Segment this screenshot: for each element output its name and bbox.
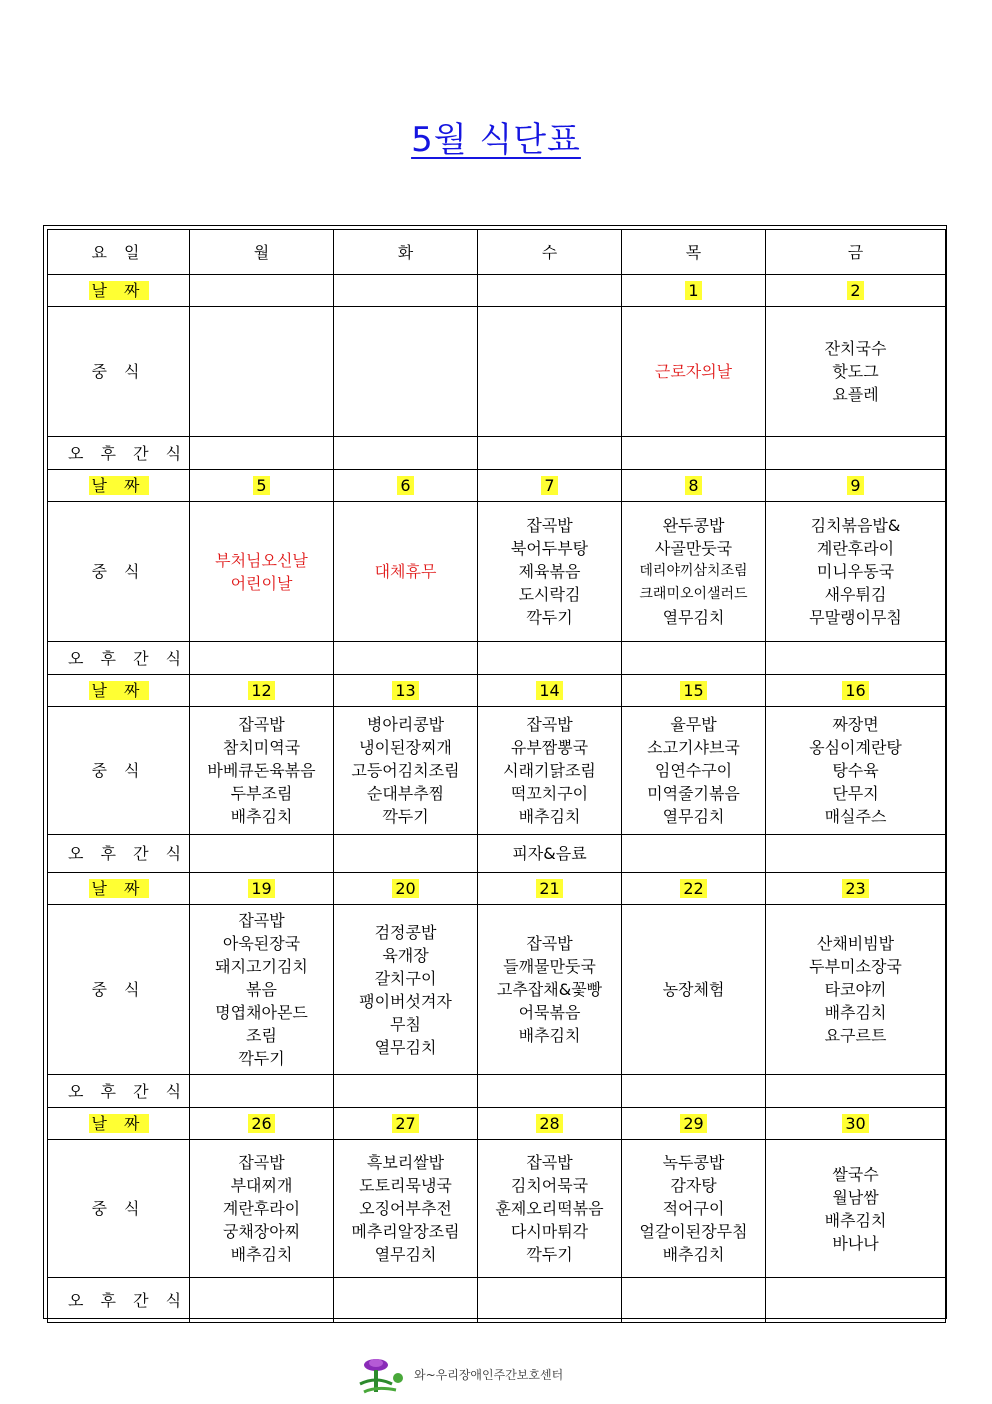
menu-item: 배추김치 xyxy=(824,1210,887,1230)
menu-item: 크래미오이샐러드 xyxy=(639,586,748,602)
lunch-cell-mon xyxy=(190,502,334,642)
day-header-thu: 목 xyxy=(622,230,766,275)
date-number: 5 xyxy=(253,476,269,495)
menu-item: 떡꼬치구이 xyxy=(510,784,589,803)
snack-cell-tue xyxy=(334,642,478,675)
menu-item: 열무김치 xyxy=(374,1037,437,1057)
snack-cell-wed xyxy=(478,1075,622,1108)
menu-item: 임연수구이 xyxy=(654,761,733,780)
date-number: 20 xyxy=(392,879,418,898)
menu-item: 산채비빔밥 xyxy=(816,934,895,953)
lunch-cell-tue xyxy=(334,502,478,642)
snack-row xyxy=(48,835,946,873)
snack-cell-wed xyxy=(478,437,622,470)
lunch-label: 중 식 xyxy=(48,307,190,437)
lunch-label: 중 식 xyxy=(48,707,190,835)
menu-item: 옹심이계란탕 xyxy=(809,738,902,757)
lunch-cell-thu xyxy=(622,707,766,835)
date-cell-fri xyxy=(766,1108,946,1140)
date-number: 21 xyxy=(536,879,562,898)
menu-item: 돼지고기김치 xyxy=(215,957,308,976)
lunch-cell-mon xyxy=(190,1140,334,1278)
menu-item: 잡곡밥 xyxy=(238,911,285,930)
date-cell-wed xyxy=(478,675,622,707)
snack-cell-thu xyxy=(622,642,766,675)
menu-item: 요플레 xyxy=(832,385,879,404)
snack-cell-thu xyxy=(622,835,766,873)
menu-item: 고등어김치조림 xyxy=(351,761,460,780)
snack-cell-mon xyxy=(190,835,334,873)
lunch-cell-fri xyxy=(766,905,946,1075)
menu-item: 김치어묵국 xyxy=(510,1176,589,1195)
snack-cell-fri xyxy=(766,1075,946,1108)
menu-item: 잡곡밥 xyxy=(526,715,573,734)
menu-item: 계란후라이 xyxy=(816,539,895,558)
menu-item: 깍두기 xyxy=(526,608,573,627)
menu-item: 바베큐돈육볶음 xyxy=(207,761,316,780)
menu-item: 배추김치 xyxy=(824,1003,887,1022)
date-cell-mon xyxy=(190,1108,334,1140)
menu-item: 부대찌개 xyxy=(230,1176,293,1195)
menu-item: 무침 xyxy=(390,1014,421,1034)
menu-item: 어린이날 xyxy=(230,573,293,593)
date-number: 27 xyxy=(392,1114,418,1133)
date-number: 23 xyxy=(842,879,868,898)
menu-item: 적어구이 xyxy=(662,1199,725,1218)
menu-table xyxy=(47,229,946,1323)
menu-item: 핫도그 xyxy=(832,362,879,381)
menu-item: 근로자의날 xyxy=(654,362,733,381)
day-header-mon: 월 xyxy=(190,230,334,275)
menu-item: 타코야끼 xyxy=(824,980,887,999)
menu-item: 매실주스 xyxy=(824,807,887,826)
menu-item: 잡곡밥 xyxy=(526,516,573,535)
menu-item: 명엽채아몬드 xyxy=(215,1003,308,1022)
menu-item: 사골만둣국 xyxy=(654,539,733,558)
date-label: 날 짜 xyxy=(89,681,149,700)
menu-item: 조림 xyxy=(246,1026,277,1045)
menu-item: 잔치국수 xyxy=(824,339,887,358)
snack-cell-mon xyxy=(190,1075,334,1108)
date-cell-mon xyxy=(190,675,334,707)
lunch-cell-thu xyxy=(622,502,766,642)
lunch-cell-thu xyxy=(622,307,766,437)
menu-item: 녹두콩밥 xyxy=(662,1153,725,1172)
menu-item: 북어두부탕 xyxy=(510,539,589,558)
lunch-cell-wed xyxy=(478,707,622,835)
menu-item: 쌀국수 xyxy=(832,1164,879,1184)
date-cell-thu xyxy=(622,675,766,707)
date-label: 날 짜 xyxy=(89,879,149,898)
snack-row xyxy=(48,1278,946,1323)
date-cell-thu xyxy=(622,470,766,502)
date-number: 6 xyxy=(397,476,413,495)
menu-item: 대체휴무 xyxy=(374,562,437,581)
menu-item: 도시락김 xyxy=(518,585,581,604)
menu-item: 깍두기 xyxy=(526,1245,573,1264)
menu-item: 깍두기 xyxy=(382,807,429,826)
date-number: 8 xyxy=(685,476,701,495)
lunch-label: 중 식 xyxy=(48,502,190,642)
lunch-cell-mon xyxy=(190,707,334,835)
snack-label: 오 후 간 식 xyxy=(48,642,190,675)
menu-item: 두부미소장국 xyxy=(809,957,902,976)
menu-item: 잡곡밥 xyxy=(238,715,285,734)
menu-item: 배추김치 xyxy=(518,807,581,826)
menu-item: 배추김치 xyxy=(230,1245,293,1264)
date-cell-tue xyxy=(334,1108,478,1140)
menu-item: 열무김치 xyxy=(662,807,725,826)
date-number: 9 xyxy=(847,476,863,495)
snack-label: 오 후 간 식 xyxy=(48,835,190,873)
menu-item: 두부조림 xyxy=(230,784,293,803)
menu-item: 감자탕 xyxy=(670,1176,717,1195)
menu-item: 도토리묵냉국 xyxy=(359,1176,452,1195)
snack-cell-fri xyxy=(766,835,946,873)
date-number: 14 xyxy=(536,681,562,700)
lunch-cell-wed xyxy=(478,1140,622,1278)
snack-cell-mon xyxy=(190,437,334,470)
day-header-fri: 금 xyxy=(766,230,946,275)
lunch-label: 중 식 xyxy=(48,905,190,1075)
date-number: 12 xyxy=(248,681,274,700)
snack-row xyxy=(48,642,946,675)
snack-cell-wed xyxy=(478,642,622,675)
lunch-label: 중 식 xyxy=(48,1140,190,1278)
date-row xyxy=(48,470,946,502)
menu-item: 배추김치 xyxy=(230,807,293,826)
menu-item: 율무밥 xyxy=(670,715,717,734)
menu-item: 볶음 xyxy=(246,980,277,999)
snack-label: 오 후 간 식 xyxy=(48,437,190,470)
date-cell-mon xyxy=(190,470,334,502)
menu-item: 참치미역국 xyxy=(222,738,301,757)
menu-item: 육개장 xyxy=(382,945,429,965)
footer xyxy=(356,1356,656,1400)
menu-item: 시래기닭조림 xyxy=(503,761,596,780)
menu-item: 김치볶음밥& xyxy=(810,516,901,535)
date-cell-thu xyxy=(622,873,766,905)
date-cell-tue xyxy=(334,675,478,707)
menu-item: 메추리알장조림 xyxy=(351,1222,460,1241)
menu-item: 단무지 xyxy=(832,784,879,803)
menu-item: 잡곡밥 xyxy=(238,1153,285,1172)
snack-cell-tue xyxy=(334,1075,478,1108)
menu-item: 데리야끼삼치조림 xyxy=(639,563,748,579)
lunch-row xyxy=(48,905,946,1075)
lunch-cell-thu xyxy=(622,1140,766,1278)
date-number: 29 xyxy=(680,1114,706,1133)
date-cell-wed xyxy=(478,873,622,905)
date-number: 7 xyxy=(541,476,557,495)
date-number: 1 xyxy=(685,281,701,300)
date-cell-mon xyxy=(190,873,334,905)
date-label: 날 짜 xyxy=(89,281,149,300)
menu-item: 미니우동국 xyxy=(816,562,895,581)
date-cell-mon xyxy=(190,275,334,307)
lunch-cell-wed xyxy=(478,905,622,1075)
menu-item: 훈제오리떡볶음 xyxy=(495,1199,604,1218)
menu-item: 깍두기 xyxy=(238,1049,285,1068)
date-number: 30 xyxy=(842,1114,868,1133)
menu-item: 농장체험 xyxy=(662,980,725,999)
menu-item: 요구르트 xyxy=(824,1026,887,1045)
snack-label: 오 후 간 식 xyxy=(48,1075,190,1108)
menu-item: 열무김치 xyxy=(374,1245,437,1264)
snack-cell-mon xyxy=(190,1278,334,1323)
organization-name: 와~우리장애인주간보호센터 xyxy=(414,1368,564,1382)
date-cell-thu xyxy=(622,275,766,307)
date-cell-thu xyxy=(622,1108,766,1140)
lunch-cell-fri xyxy=(766,707,946,835)
snack-cell-fri xyxy=(766,1278,946,1323)
date-row xyxy=(48,675,946,707)
lunch-cell-wed xyxy=(478,307,622,437)
menu-item: 배추김치 xyxy=(662,1245,725,1264)
date-label: 날 짜 xyxy=(89,476,149,495)
flower-person-logo-icon xyxy=(356,1356,412,1400)
date-row xyxy=(48,275,946,307)
date-label-cell xyxy=(48,275,190,307)
lunch-row xyxy=(48,502,946,642)
date-number: 16 xyxy=(842,681,868,700)
snack-cell-tue xyxy=(334,1278,478,1323)
snack-cell-thu xyxy=(622,1075,766,1108)
snack-row xyxy=(48,437,946,470)
day-header-tue: 화 xyxy=(334,230,478,275)
menu-item: 다시마튀각 xyxy=(510,1222,589,1241)
lunch-cell-tue xyxy=(334,707,478,835)
header-row xyxy=(48,230,946,275)
day-header-wed: 수 xyxy=(478,230,622,275)
date-label: 날 짜 xyxy=(89,1114,149,1133)
menu-item: 흑보리쌀밥 xyxy=(366,1153,445,1172)
date-cell-fri xyxy=(766,675,946,707)
menu-item: 새우튀김 xyxy=(824,585,887,604)
menu-item: 열무김치 xyxy=(662,608,725,627)
day-col-header: 요 일 xyxy=(48,230,190,275)
menu-item: 아욱된장국 xyxy=(222,934,301,953)
menu-item: 미역줄기볶음 xyxy=(647,784,740,803)
lunch-cell-wed xyxy=(478,502,622,642)
date-number: 19 xyxy=(248,879,274,898)
lunch-cell-mon xyxy=(190,905,334,1075)
menu-item: 순대부추찜 xyxy=(366,784,445,803)
lunch-cell-fri xyxy=(766,307,946,437)
menu-item: 유부짬뽕국 xyxy=(510,738,589,757)
menu-item: 완두콩밥 xyxy=(662,516,725,535)
lunch-row xyxy=(48,1140,946,1278)
menu-item: 부처님오신날 xyxy=(215,550,308,570)
lunch-cell-fri xyxy=(766,502,946,642)
page-title: 5월 식단표 xyxy=(411,120,581,160)
menu-item: 소고기샤브국 xyxy=(647,738,740,757)
menu-item: 들깨물만둣국 xyxy=(503,957,596,976)
snack-cell-mon xyxy=(190,642,334,675)
snack-cell-thu xyxy=(622,1278,766,1323)
date-cell-wed xyxy=(478,470,622,502)
menu-item: 배추김치 xyxy=(518,1026,581,1045)
snack-row xyxy=(48,1075,946,1108)
menu-item: 고추잡채&꽃빵 xyxy=(496,980,603,999)
date-label-cell xyxy=(48,873,190,905)
menu-item: 바나나 xyxy=(832,1233,879,1253)
snack-label: 오 후 간 식 xyxy=(48,1278,190,1323)
snack-cell-tue xyxy=(334,437,478,470)
date-label-cell xyxy=(48,675,190,707)
menu-item: 제육볶음 xyxy=(518,562,581,581)
lunch-cell-tue xyxy=(334,905,478,1075)
date-cell-wed xyxy=(478,275,622,307)
date-number: 15 xyxy=(680,681,706,700)
lunch-row xyxy=(48,707,946,835)
menu-item: 월남쌈 xyxy=(832,1187,879,1207)
lunch-cell-mon xyxy=(190,307,334,437)
date-number: 13 xyxy=(392,681,418,700)
date-cell-tue xyxy=(334,470,478,502)
menu-item: 짜장면 xyxy=(832,715,879,734)
menu-item: 팽이버섯겨자 xyxy=(359,991,452,1011)
date-cell-fri xyxy=(766,470,946,502)
snack-cell-wed: 피자&음료 xyxy=(478,835,622,873)
snack-cell-thu xyxy=(622,437,766,470)
date-cell-fri xyxy=(766,275,946,307)
date-number: 26 xyxy=(248,1114,274,1133)
snack-cell-wed xyxy=(478,1278,622,1323)
snack-cell-fri xyxy=(766,437,946,470)
menu-item: 병아리콩밥 xyxy=(366,715,445,734)
date-cell-tue xyxy=(334,873,478,905)
menu-item: 얼갈이된장무침 xyxy=(639,1222,748,1241)
lunch-cell-thu xyxy=(622,905,766,1075)
snack-cell-fri xyxy=(766,642,946,675)
date-number: 2 xyxy=(847,281,863,300)
menu-item: 냉이된장찌개 xyxy=(359,738,452,757)
date-row xyxy=(48,873,946,905)
lunch-cell-fri xyxy=(766,1140,946,1278)
lunch-row xyxy=(48,307,946,437)
menu-item: 갈치구이 xyxy=(374,968,437,988)
menu-item: 계란후라이 xyxy=(222,1199,301,1218)
date-cell-fri xyxy=(766,873,946,905)
menu-item: 오징어부추전 xyxy=(359,1199,452,1218)
menu-item: 탕수육 xyxy=(832,761,879,780)
date-row xyxy=(48,1108,946,1140)
menu-item: 잡곡밥 xyxy=(526,1153,573,1172)
date-number: 22 xyxy=(680,879,706,898)
lunch-cell-tue xyxy=(334,1140,478,1278)
date-label-cell xyxy=(48,1108,190,1140)
date-cell-wed xyxy=(478,1108,622,1140)
menu-item: 무말랭이무침 xyxy=(809,608,902,627)
menu-item: 잡곡밥 xyxy=(526,934,573,953)
date-cell-tue xyxy=(334,275,478,307)
menu-item: 검정콩밥 xyxy=(374,922,437,942)
menu-item: 어묵볶음 xyxy=(518,1003,581,1022)
date-number: 28 xyxy=(536,1114,562,1133)
menu-item: 궁채장아찌 xyxy=(222,1222,301,1241)
date-label-cell xyxy=(48,470,190,502)
lunch-cell-tue xyxy=(334,307,478,437)
snack-cell-tue xyxy=(334,835,478,873)
